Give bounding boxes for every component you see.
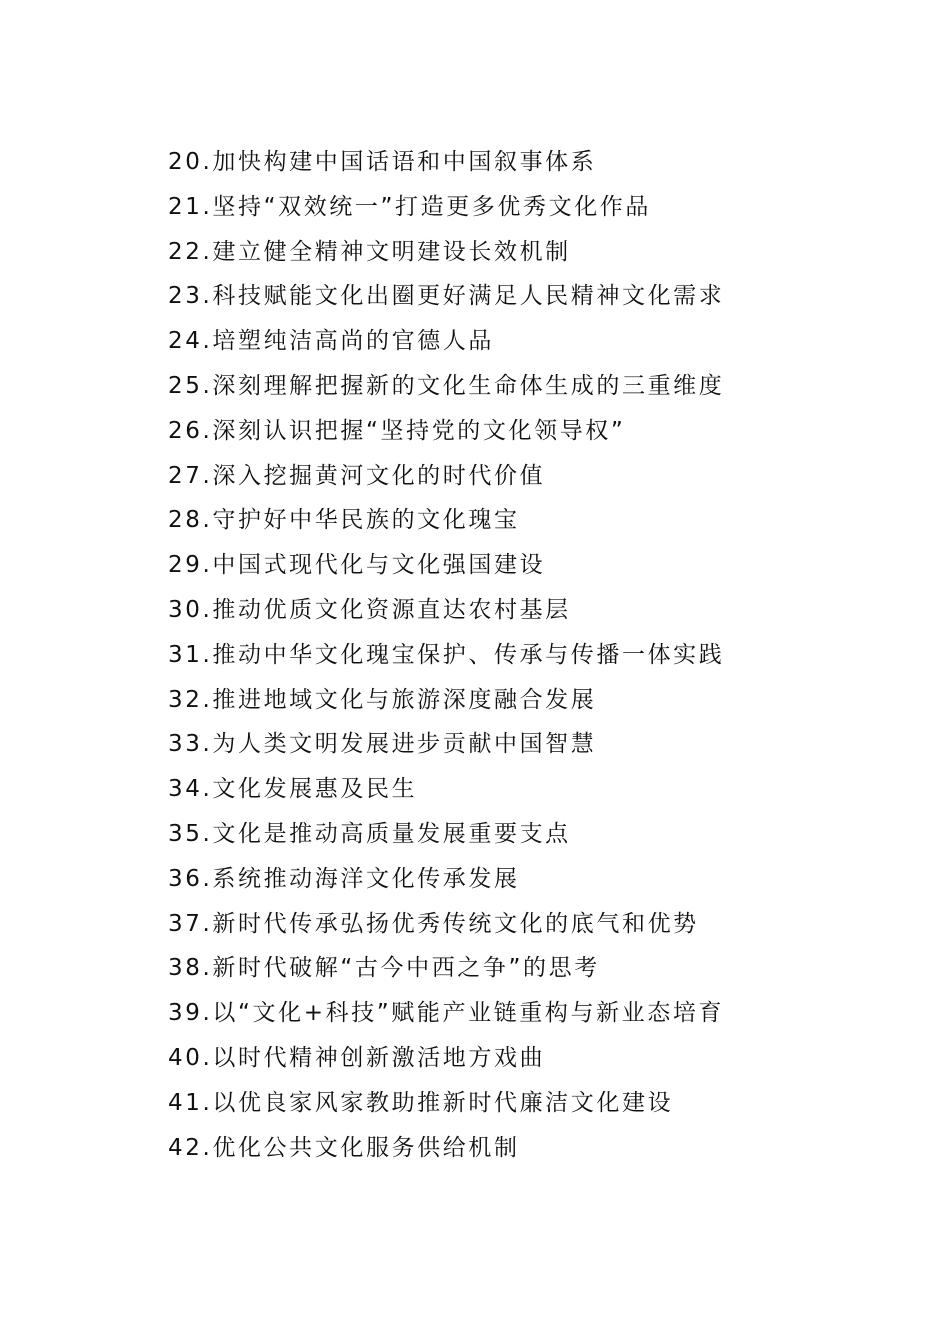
- list-item: 38.新时代破解“古今中西之争”的思考: [168, 955, 600, 982]
- list-item: 22.建立健全精神文明建设长效机制: [168, 238, 571, 265]
- list-item: 29.中国式现代化与文化强国建设: [168, 552, 546, 579]
- list-item: 39.以“文化+科技”赋能产业链重构与新业态培育: [168, 1000, 725, 1027]
- list-item: 27.深入挖掘黄河文化的时代价值: [168, 462, 546, 489]
- list-item: 33.为人类文明发展进步贡献中国智慧: [168, 731, 597, 758]
- list-item: 25.深刻理解把握新的文化生命体生成的三重维度: [168, 372, 725, 399]
- list-item: 41.以优良家风家教助推新时代廉洁文化建设: [168, 1089, 674, 1116]
- list-item: 31.推动中华文化瑰宝保护、传承与传播一体实践: [168, 641, 725, 668]
- list-item: 37.新时代传承弘扬优秀传统文化的底气和优势: [168, 910, 699, 937]
- list-item: 28.守护好中华民族的文化瑰宝: [168, 507, 520, 534]
- list-item: 26.深刻认识把握“坚持党的文化领导权”: [168, 417, 626, 444]
- list-item: 23.科技赋能文化出圈更好满足人民精神文化需求: [168, 283, 725, 310]
- list-item: 20.加快构建中国话语和中国叙事体系: [168, 149, 597, 175]
- list-item: 36.系统推动海洋文化传承发展: [168, 865, 520, 892]
- list-item: 35.文化是推动高质量发展重要支点: [168, 820, 571, 847]
- list-item: 40.以时代精神创新激活地方戏曲: [168, 1044, 546, 1071]
- list-item: 24.培塑纯洁高尚的官德人品: [168, 328, 494, 355]
- topic-list: [168, 143, 724, 1173]
- list-item: 42.优化公共文化服务供给机制: [168, 1134, 520, 1161]
- list-item: 34.文化发展惠及民生: [168, 776, 418, 803]
- list-item: 30.推动优质文化资源直达农村基层: [168, 596, 571, 623]
- list-item: 32.推进地域文化与旅游深度融合发展: [168, 686, 597, 713]
- list-item: 21.坚持“双效统一”打造更多优秀文化作品: [168, 193, 652, 220]
